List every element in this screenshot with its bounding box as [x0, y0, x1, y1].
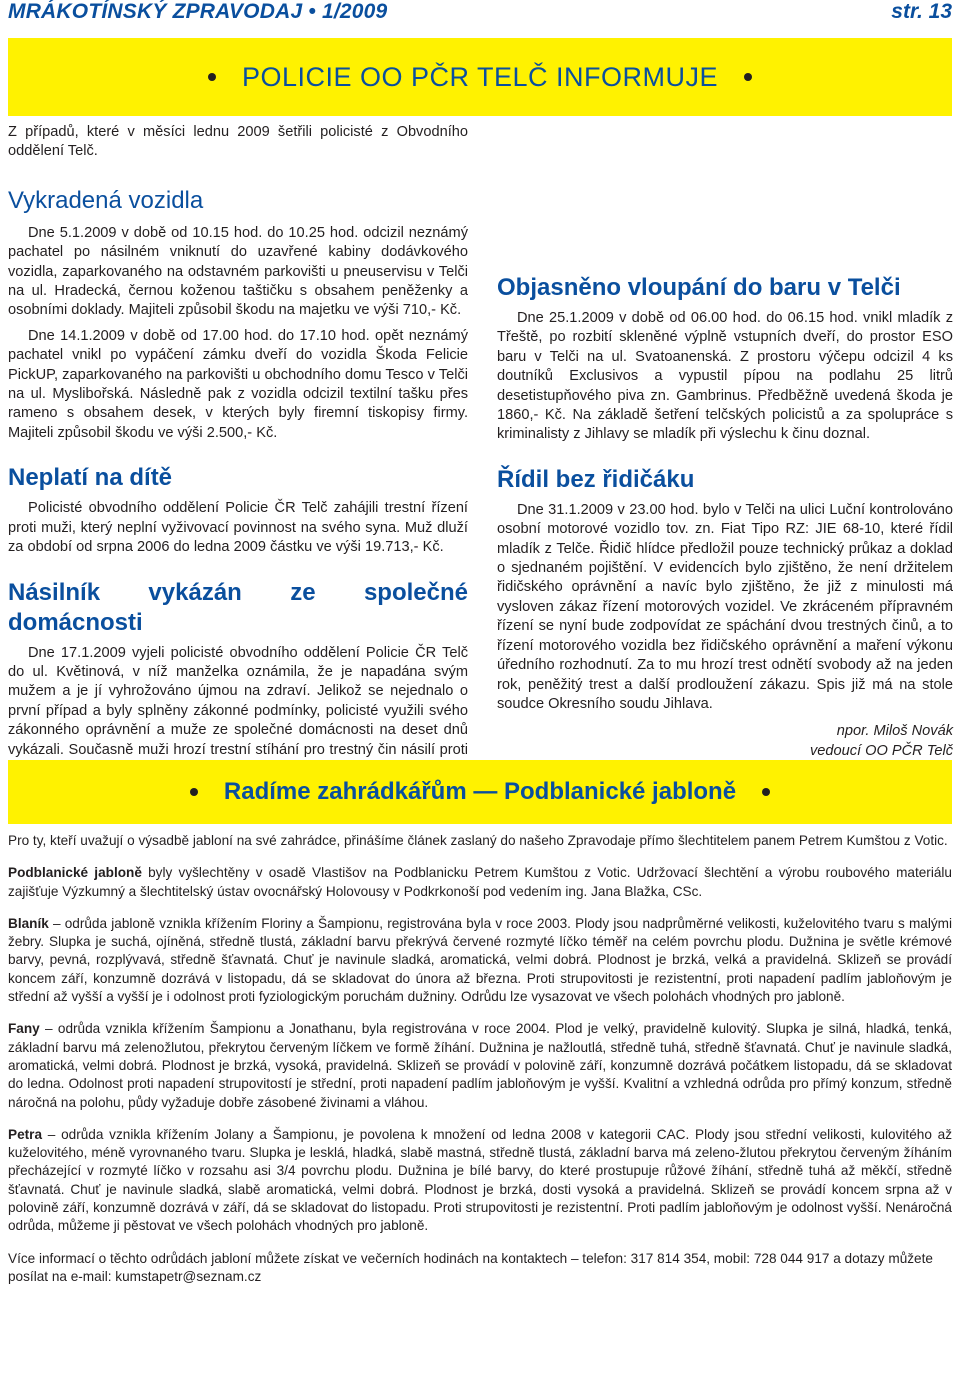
page-number: str. 13 [891, 0, 952, 23]
contact-info: Více informací o těchto odrůdách jabloní můžete získat ve večerních hodinách na kontaktech – telefon: 317 814 354, mobil: 728 044 917 a dotazy můžete posílat na e-mail: kumstapetr@seznam.cz [8, 1250, 933, 1284]
paragraph-text: byly vyšlechtěny v osadě Vlastišov na Podblanicku Petrem Kumštou z Votic. Udržovací šlechtění a výrobu roubového materiálu zajišťuje Výzkumný a šlechtitelský ústav ovocnářský Holovousy v Podkrkonoší pod vedením ing. Jana Blažka, CSc. [8, 865, 952, 899]
garden-article [8, 832, 952, 1286]
garden-intro: Pro ty, kteří uvažují o výsadbě jabloní na své zahrádce, přinášíme článek zaslaný do našeho Zpravodaje přímo šlechtitelem panem Petrem Kumštou z Votic. [8, 833, 948, 848]
right-column [497, 121, 953, 761]
section-title-ridil-bez-ridicaku: Řídil bez řidičáku [497, 465, 695, 493]
bullet-icon [762, 788, 770, 796]
left-column [8, 123, 468, 799]
paragraph-blanik [8, 915, 952, 1006]
paragraph: Dne 25.1.2009 v době od 06.00 hod. do 06.15 hod. vnikl mladík z Třeště, po rozbití skleněné výplně vstupních dveří, do prostor ESO baru v Telči na ul. Svatoanenská. Z prostoru výčepu odcizil 4 ks doutníků Exclusivos a vypustil pípou na podlahu 25 litrů desetistupňového piva zn. Gambrinus. Předběžně uvedená škoda je 1860,- Kč. Na základě šetření telčských policistů a za spolupráce s kriminalisty z Jihlavy se mladík při výslechu k činu doznal. [497, 310, 953, 443]
term: Blaník [8, 915, 49, 931]
signature-role: vedoucí OO PČR Telč [809, 742, 953, 759]
signature-name: npor. Miloš Novák [836, 723, 953, 740]
paragraph: Dne 31.1.2009 v 23.00 hod. bylo v Telči na ulici Luční kontrolováno osobní motorové vozidlo tov. zn. Fiat Tipo RZ: JIE 68-10, které řídil mladík z Telče. Řidič hlídce předložil pouze technický průkaz a doklad o sjednaném pojištění. V evidencích bylo zjištěno, že není držitelem řidičského oprávnění a navíc bylo zjištěno, že již z minulosti má vysloven zákaz řízení motorových vozidel. Ve zkráceném přípravném řízení se nyní bude zodpovídat ze spáchání dvou trestných činů, a to řízení motorového vozidla bez řidičského oprávnění a maření výkonu úředního rozhodnutí. Za to mu hrozí trest odnětí svobody až na jeden rok, peněžitý trest a další prodloužení zákazu. Spis již má na stole soudce Okresního soudu Jihlava. [497, 501, 953, 712]
garden-banner-title: Radíme zahrádkářům — Podblanické jabloně [223, 778, 737, 805]
paragraph-petra [8, 1126, 952, 1236]
section-title-nasilnik: Násilník vykázán ze společné domácnosti [8, 578, 468, 636]
garden-banner [8, 760, 952, 824]
publication-title: MRÁKOTÍNSKÝ ZPRAVODAJ • 1/2009 [8, 0, 388, 23]
police-intro: Z případů, které v měsíci lednu 2009 šetřili policisté z Obvodního oddělení Telč. [8, 124, 468, 160]
paragraph: Policisté obvodního oddělení Policie ČR Telč zahájili trestní řízení proti muži, který neplní vyživovací povinnost na svého syna. Muž dluží za období od srpna 2006 do ledna 2009 částku ve výši 19.713,- Kč. [8, 500, 468, 556]
term: Fany [8, 1021, 40, 1037]
paragraph: Dne 14.1.2009 v době od 17.00 hod. do 17.10 hod. opět neznámý pachatel vnikl po vypáčení zámku dveří do vozidla Škoda Felicie PickUP, zaparkovaného na parkovišti u obchodního domu Tesco v Telči na ul. Myslibořská. Následně pak z vozidla odcizil textilní tašku přes rameno s obsahem desek, v kterých byly firemní tiskopisy firmy. Majiteli způsobil škodu ve výši 2.500,- Kč. [8, 327, 468, 441]
police-banner-title: POLICIE OO PČR TELČ INFORMUJE [241, 61, 719, 92]
term: Petra [8, 1126, 43, 1142]
section-title-neplati-na-dite: Neplatí na dítě [8, 464, 173, 492]
term: Podblanické jabloně [8, 865, 142, 881]
paragraph: Dne 17.1.2009 vyjeli policisté obvodního oddělení Policie ČR Telč do ul. Květinová, v níž manželka oznámila, že je napadána svým mužem a je jí vyhrožováno újmou na zdraví. Jelikož se nejednalo o první případ a byly splněny zákonné podmínky, policisté využili svého zákonného oprávnění a muže ze společné domácnosti na deset dnů vykázali. Současně muži hrozí trestní stíhání pro trestný čin násilí proti [8, 644, 468, 758]
police-banner [8, 38, 952, 116]
paragraph-podblanicke [8, 864, 952, 901]
paragraph: Dne 5.1.2009 v době od 10.15 hod. do 10.25 hod. odcizil neznámý pachatel po násilném vniknutí do uzavřené kabiny dodávkového vozidla, zaparkovaného na odstavném parkovišti u pneuservisu v Telči na ul. Hradecká, černou koženou taštičku s obsahem peněženky a osobními doklady. Majiteli způsobil škodu na majetku ve výši 710,- Kč. [8, 224, 468, 319]
bullet-icon [190, 788, 198, 796]
section-title-vykradena-vozidla: Vykradená vozidla [8, 186, 204, 214]
paragraph-text: – odrůda jabloně vznikla křížením Floriny a Šampionu, registrována byla v roce 2003. Plody jsou nadprůměrné velikosti, kuželovitého tvaru s malými žebry. Slupka je suchá, ojíněná, středně tlustá, základní barvu překrývá červené rozmyté líčko téměř na celém povrchu plodu. Dužnina je světle krémové barvy, pevná, rozplývavá, středně šťavnatá. Chuť je navinule sladká, aromatická, velmi dobrá. Plodnost je brzká, velká a pravidelná. Sklizeň se provádí koncem září, konzumně dozrává v listopadu, dá se skladovat do února až března. Proti strupovitosti je rezistentní, proti napadení padlím jabloňovým je střední až vyšší a vyšší je i odolnost proti fyziologickým poruchám dužniny. Odrůdu lze vysazovat ve všech polohách vhodných pro jabloně. [8, 915, 952, 1005]
bullet-icon [744, 73, 752, 81]
paragraph-text: – odrůda vznikla křížením Jolany a Šampionu, je povolena k množení od ledna 2008 v kategorii CAC. Plody jsou střední velikosti, kulovitého až kuželovitého, méně vyrovnaného tvaru. Slupka je lesklá, hladká, slabě mastná, středně tlustá, základní barva má zeleno-žlutou překrytou červeným žíháním přecházející v rozmyté líčko v rozsahu asi 3/4 povrchu plodu. Dužnina je bílé barvy, do které prostupuje růžové žíhání, středně tuhá až měkčí, středně šťavnatá. Chuť je navinule sladká, slabě aromatická, velmi dobrá. Plodnost je brzká, dosti vysoká a pravidelná. Sklizeň se provádí koncem srpna až v polovině září, konzumně dozrává v září, dá se skladovat do listopadu. Proti strupovitosti je rezistentní. Proti padlím jabloňovým je odolnost vyšší. Nenáročná odrůda, můžeme ji pěstovat ve všech polohách vhodných pro jabloně. [8, 1126, 952, 1234]
bullet-icon [208, 73, 216, 81]
section-title-objasneno-vloupani: Objasněno vloupání do baru v Telči [497, 274, 901, 301]
paragraph-text: – odrůda vznikla křížením Šampionu a Jonathanu, byla registrována v roce 2004. Plod je velký, pravidelně kulovitý. Slupka je silná, hladká, tenká, základní barvu má zelenožlutou, překrytou červeným líčkem ve formě žíhání. Dužnina je nažloutlá, středně tuhá, středně šťavnatá. Chuť je navinule sladká, aromatická, velmi dobrá. Plodnost je brzká, vysoká, pravidelná. Sklizeň se provádí v polovině září, konzumně dozrává počátkem listopadu, dá se skladovat do ledna. Odolnost proti napadení strupovitostí je střední, proti napadení padlím jabloňovým je vyšší. Kvalitní a vzhledná odrůda pro přímý konzum, středně náročná na polohu, půdy vyžaduje dobře zásobené živinami a vláhou. [8, 1021, 952, 1110]
page-header [8, 0, 952, 28]
paragraph-fany [8, 1020, 952, 1111]
